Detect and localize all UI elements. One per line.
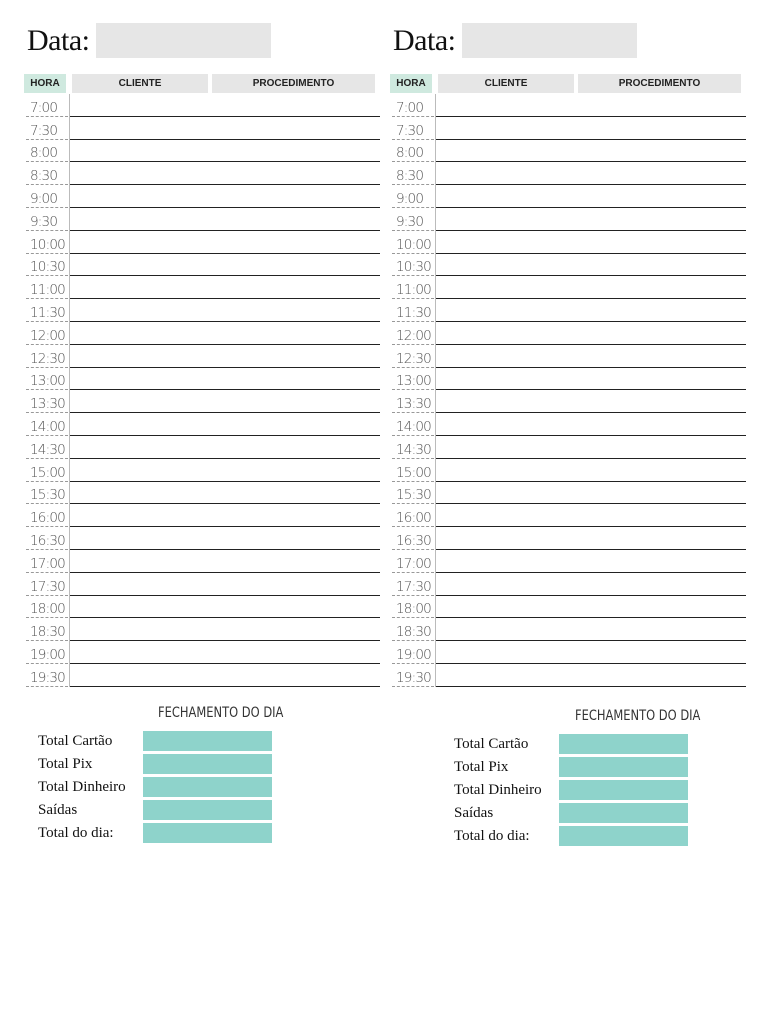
time-slot-row[interactable] xyxy=(390,299,746,322)
column-divider xyxy=(435,299,436,322)
time-label: 16:30 xyxy=(30,532,65,549)
time-slot-row[interactable] xyxy=(390,276,746,299)
time-label: 13:00 xyxy=(30,373,65,390)
time-slot-list xyxy=(24,94,380,687)
column-divider xyxy=(435,117,436,140)
summary-value-field[interactable] xyxy=(559,826,688,846)
time-label: 11:00 xyxy=(396,282,431,299)
time-label: 10:00 xyxy=(396,236,431,253)
time-label: 12:30 xyxy=(30,350,65,367)
date-label: Data: xyxy=(393,24,456,57)
entry-line xyxy=(436,686,746,687)
time-slot-row[interactable] xyxy=(390,322,746,345)
column-divider xyxy=(435,596,436,619)
column-divider xyxy=(435,390,436,413)
time-label: 13:30 xyxy=(30,396,65,413)
time-slot-row[interactable] xyxy=(390,436,746,459)
time-label: 14:30 xyxy=(396,441,431,458)
time-slot-row[interactable] xyxy=(390,550,746,573)
time-label: 15:00 xyxy=(396,464,431,481)
summary-value-field[interactable] xyxy=(559,780,688,800)
time-label: 13:30 xyxy=(396,396,431,413)
time-slot-row[interactable] xyxy=(390,527,746,550)
time-slot-row[interactable] xyxy=(24,254,380,277)
column-divider xyxy=(435,368,436,391)
summary-label: Total do dia: xyxy=(38,825,114,841)
summary-label: Total do dia: xyxy=(454,828,530,844)
time-label: 16:00 xyxy=(30,510,65,527)
column-divider xyxy=(69,413,70,436)
column-divider xyxy=(69,504,70,527)
summary-label: Total Cartão xyxy=(454,736,529,752)
time-label: 9:30 xyxy=(30,213,58,230)
date-label: Data: xyxy=(27,24,90,57)
time-slot-row[interactable] xyxy=(390,459,746,482)
summary-value-field[interactable] xyxy=(559,757,688,777)
time-slot-row[interactable] xyxy=(24,504,380,527)
column-divider xyxy=(435,94,436,117)
column-divider xyxy=(69,345,70,368)
date-field[interactable] xyxy=(96,23,271,58)
time-label: 12:00 xyxy=(396,327,431,344)
summary-label: Total Dinheiro xyxy=(38,779,126,795)
time-slot-row[interactable] xyxy=(24,117,380,140)
summary-label: Total Pix xyxy=(38,756,93,772)
time-label: 18:00 xyxy=(396,601,431,618)
column-divider xyxy=(69,254,70,277)
summary-value-field[interactable] xyxy=(143,777,272,797)
time-slot-row[interactable] xyxy=(390,185,746,208)
time-slot-row[interactable] xyxy=(24,459,380,482)
time-slot-row[interactable] xyxy=(390,641,746,664)
time-label: 10:00 xyxy=(30,236,65,253)
column-divider xyxy=(435,231,436,254)
time-label: 14:30 xyxy=(30,441,65,458)
time-slot-row[interactable] xyxy=(390,254,746,277)
summary-value-field[interactable] xyxy=(143,823,272,843)
time-label: 8:00 xyxy=(396,145,424,162)
time-slot-row[interactable] xyxy=(24,208,380,231)
time-slot-row[interactable] xyxy=(390,345,746,368)
time-slot-row[interactable] xyxy=(24,482,380,505)
entry-line xyxy=(70,686,380,687)
column-divider xyxy=(435,276,436,299)
time-label: 17:30 xyxy=(30,578,65,595)
summary-label: Total Pix xyxy=(454,759,509,775)
column-divider xyxy=(69,94,70,117)
time-label: 7:30 xyxy=(30,122,58,139)
summary-title: FECHAMENTO DO DIA xyxy=(158,705,284,721)
time-slot-row[interactable] xyxy=(24,345,380,368)
column-divider xyxy=(69,436,70,459)
time-slot-list xyxy=(390,94,746,687)
column-divider xyxy=(435,459,436,482)
time-label: 19:00 xyxy=(30,646,65,663)
date-field[interactable] xyxy=(462,23,637,58)
header-procedimento: PROCEDIMENTO xyxy=(212,74,375,93)
time-label: 8:30 xyxy=(396,168,424,185)
column-divider xyxy=(69,618,70,641)
time-slot-row[interactable] xyxy=(24,322,380,345)
time-label: 11:30 xyxy=(396,304,431,321)
column-divider xyxy=(69,208,70,231)
column-divider xyxy=(69,140,70,163)
column-divider xyxy=(69,550,70,573)
time-label: 12:30 xyxy=(396,350,431,367)
column-divider xyxy=(435,140,436,163)
time-slot-row[interactable] xyxy=(390,94,746,117)
column-divider xyxy=(435,618,436,641)
time-label: 16:00 xyxy=(396,510,431,527)
summary-value-field[interactable] xyxy=(143,731,272,751)
column-divider xyxy=(69,459,70,482)
time-label: 10:30 xyxy=(396,259,431,276)
summary-label: Saídas xyxy=(454,805,494,821)
time-slot-row[interactable] xyxy=(390,162,746,185)
time-slot-row[interactable] xyxy=(24,641,380,664)
column-divider xyxy=(69,527,70,550)
column-divider xyxy=(69,322,70,345)
time-slot-row[interactable] xyxy=(24,664,380,687)
time-label: 18:30 xyxy=(30,624,65,641)
column-divider xyxy=(435,254,436,277)
column-divider xyxy=(435,482,436,505)
time-slot-row[interactable] xyxy=(390,231,746,254)
time-label: 17:30 xyxy=(396,578,431,595)
column-divider xyxy=(435,664,436,687)
time-slot-row[interactable] xyxy=(390,596,746,619)
time-slot-row[interactable] xyxy=(24,618,380,641)
column-divider xyxy=(69,368,70,391)
table-header xyxy=(390,74,745,93)
time-label: 18:00 xyxy=(30,601,65,618)
table-header xyxy=(24,74,379,93)
summary-label: Saídas xyxy=(38,802,78,818)
header-hora: HORA xyxy=(24,74,66,93)
time-label: 12:00 xyxy=(30,327,65,344)
time-label: 8:30 xyxy=(30,168,58,185)
time-slot-row[interactable] xyxy=(24,573,380,596)
column-divider xyxy=(435,185,436,208)
column-divider xyxy=(435,413,436,436)
time-label: 8:00 xyxy=(30,145,58,162)
time-slot-row[interactable] xyxy=(24,94,380,117)
time-label: 11:00 xyxy=(30,282,65,299)
header-hora: HORA xyxy=(390,74,432,93)
time-dash-line xyxy=(26,686,68,687)
column-divider xyxy=(69,390,70,413)
time-label: 7:00 xyxy=(30,99,58,116)
column-divider xyxy=(435,573,436,596)
time-label: 15:00 xyxy=(30,464,65,481)
summary-value-field[interactable] xyxy=(559,803,688,823)
time-slot-row[interactable] xyxy=(24,436,380,459)
time-label: 15:30 xyxy=(30,487,65,504)
time-slot-row[interactable] xyxy=(390,413,746,436)
summary-label: Total Dinheiro xyxy=(454,782,542,798)
time-slot-row[interactable] xyxy=(24,231,380,254)
time-slot-row[interactable] xyxy=(390,117,746,140)
column-divider xyxy=(69,162,70,185)
time-label: 9:00 xyxy=(396,190,424,207)
header-cliente: CLIENTE xyxy=(438,74,574,93)
time-label: 7:30 xyxy=(396,122,424,139)
time-label: 15:30 xyxy=(396,487,431,504)
time-label: 19:30 xyxy=(396,669,431,686)
time-label: 11:30 xyxy=(30,304,65,321)
time-slot-row[interactable] xyxy=(390,368,746,391)
column-divider xyxy=(435,436,436,459)
column-divider xyxy=(69,299,70,322)
column-divider xyxy=(435,504,436,527)
time-slot-row[interactable] xyxy=(390,208,746,231)
header-procedimento: PROCEDIMENTO xyxy=(578,74,741,93)
time-label: 17:00 xyxy=(396,555,431,572)
time-slot-row[interactable] xyxy=(390,618,746,641)
time-slot-row[interactable] xyxy=(24,413,380,436)
time-label: 16:30 xyxy=(396,532,431,549)
summary-label: Total Cartão xyxy=(38,733,113,749)
time-slot-row[interactable] xyxy=(24,368,380,391)
time-label: 7:00 xyxy=(396,99,424,116)
column-divider xyxy=(69,185,70,208)
time-label: 9:00 xyxy=(30,190,58,207)
column-divider xyxy=(435,527,436,550)
column-divider xyxy=(435,641,436,664)
column-divider xyxy=(435,208,436,231)
time-slot-row[interactable] xyxy=(24,162,380,185)
time-slot-row[interactable] xyxy=(390,573,746,596)
time-slot-row[interactable] xyxy=(24,276,380,299)
time-slot-row[interactable] xyxy=(24,140,380,163)
time-slot-row[interactable] xyxy=(390,140,746,163)
time-label: 19:30 xyxy=(30,669,65,686)
column-divider xyxy=(435,550,436,573)
time-dash-line xyxy=(392,686,434,687)
time-label: 13:00 xyxy=(396,373,431,390)
summary-value-field[interactable] xyxy=(559,734,688,754)
time-label: 9:30 xyxy=(396,213,424,230)
time-slot-row[interactable] xyxy=(24,527,380,550)
summary-value-field[interactable] xyxy=(143,754,272,774)
column-divider xyxy=(69,482,70,505)
time-slot-row[interactable] xyxy=(390,664,746,687)
column-divider xyxy=(435,345,436,368)
time-slot-row[interactable] xyxy=(24,550,380,573)
time-label: 19:00 xyxy=(396,646,431,663)
time-slot-row[interactable] xyxy=(24,299,380,322)
time-label: 14:00 xyxy=(30,418,65,435)
column-divider xyxy=(69,596,70,619)
time-label: 17:00 xyxy=(30,555,65,572)
column-divider xyxy=(69,276,70,299)
column-divider xyxy=(69,641,70,664)
time-slot-row[interactable] xyxy=(24,596,380,619)
header-cliente: CLIENTE xyxy=(72,74,208,93)
summary-title: FECHAMENTO DO DIA xyxy=(575,708,701,724)
column-divider xyxy=(435,162,436,185)
column-divider xyxy=(69,664,70,687)
time-slot-row[interactable] xyxy=(390,482,746,505)
time-slot-row[interactable] xyxy=(24,390,380,413)
column-divider xyxy=(435,322,436,345)
time-slot-row[interactable] xyxy=(24,185,380,208)
column-divider xyxy=(69,231,70,254)
column-divider xyxy=(69,117,70,140)
time-slot-row[interactable] xyxy=(390,390,746,413)
summary-value-field[interactable] xyxy=(143,800,272,820)
time-slot-row[interactable] xyxy=(390,504,746,527)
time-label: 18:30 xyxy=(396,624,431,641)
time-label: 10:30 xyxy=(30,259,65,276)
column-divider xyxy=(69,573,70,596)
time-label: 14:00 xyxy=(396,418,431,435)
